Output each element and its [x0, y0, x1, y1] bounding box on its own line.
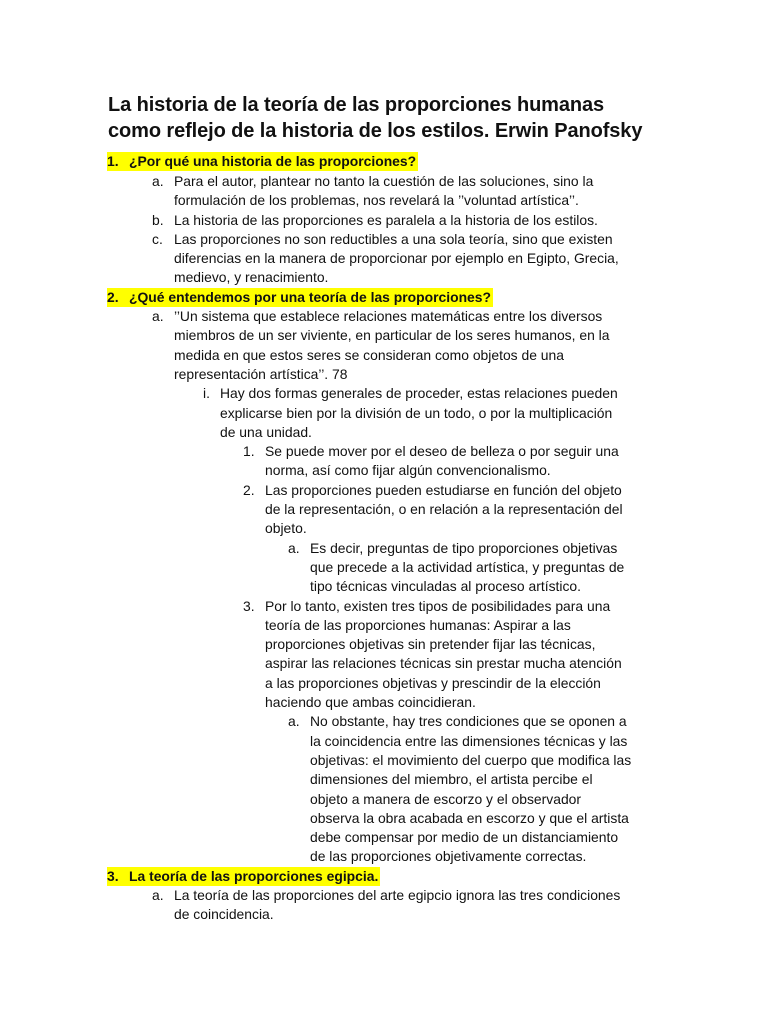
list-marker: 1. — [243, 443, 255, 460]
text-line: miembros de un ser viviente, en particular de los seres humanos, en la — [174, 327, 610, 344]
list-item — [265, 442, 619, 481]
heading-number: 1. — [107, 153, 119, 169]
text-line: medida en que estos seres se consideran como objetos de una — [174, 346, 564, 363]
list-marker: 2. — [243, 481, 255, 498]
text-line: tipo técnicas vinculadas al proceso artístico. — [310, 578, 582, 595]
text-line: La historia de las proporciones es paralela a la historia de los estilos. — [174, 211, 598, 228]
text-line: norma, así como fijar algún convencionalismo. — [265, 462, 551, 479]
text-line: Para el autor, plantear no tanto la cuestión de las soluciones, sino la — [174, 173, 594, 189]
text-line: medievo, y renacimiento. — [174, 269, 329, 286]
text-line: representación artística’’. 78 — [174, 365, 348, 382]
text-line: a las proporciones objetivas y prescindir de la elección — [265, 674, 601, 691]
document-title — [108, 92, 748, 144]
list-marker: 3. — [243, 597, 255, 614]
text-line: debe compensar por medio de un distanciamiento — [310, 829, 619, 846]
text-line: de una unidad. — [220, 423, 312, 440]
text-line: Hay dos formas generales de proceder, estas relaciones pueden — [220, 385, 618, 402]
text-line: Es decir, preguntas de tipo proporciones objetivas — [310, 539, 618, 556]
section-heading — [107, 867, 380, 886]
list-item — [310, 539, 624, 597]
text-line: la coincidencia entre las dimensiones técnicas y las — [310, 732, 628, 749]
text-line: objeto a manera de escorzo y el observador — [310, 790, 582, 807]
list-item — [265, 597, 622, 713]
text-line: objetivas: el movimiento del cuerpo que modifica las — [310, 751, 632, 768]
text-line: Las proporciones no son reductibles a una sola teoría, sino que existen — [174, 230, 613, 247]
heading-text: La teoría de las proporciones egipcia. — [129, 867, 379, 884]
heading-number: 3. — [107, 867, 119, 884]
list-marker: a. — [288, 713, 300, 730]
text-line: de coincidencia. — [174, 906, 274, 923]
text-line: de las proporciones objetivamente correctas. — [310, 848, 587, 865]
title-line: como reflejo de la historia de los estilos. Erwin Panofsky — [108, 120, 643, 142]
text-line: proporciones objetivas sin pretender fijar las técnicas, — [265, 636, 596, 653]
list-item — [265, 481, 623, 539]
text-line: de la representación, o en relación a la representación del — [265, 501, 623, 518]
list-item — [174, 886, 620, 925]
text-line: Las proporciones pueden estudiarse en función del objeto — [265, 481, 622, 498]
heading-text: ¿Por qué una historia de las proporciones? — [129, 153, 417, 169]
text-line: dimensiones del miembro, el artista percibe el — [310, 771, 593, 788]
highlighted-heading — [107, 152, 418, 171]
list-marker: a. — [152, 173, 164, 189]
text-line: objeto. — [265, 520, 307, 537]
highlighted-heading — [107, 288, 493, 307]
list-item — [174, 172, 593, 211]
text-line: No obstante, hay tres condiciones que se oponen a — [310, 713, 627, 730]
text-line: ’’Un sistema que establece relaciones matemáticas entre los diversos — [174, 308, 603, 325]
list-item — [174, 211, 598, 230]
text-line: formulación de los problemas, nos revelará la ’’voluntad artística’’. — [174, 192, 579, 209]
text-line: diferencias en la manera de proporcionar por ejemplo en Egipto, Grecia, — [174, 250, 619, 267]
list-item — [174, 230, 619, 288]
highlighted-heading — [107, 867, 380, 886]
list-marker: a. — [152, 308, 164, 325]
list-marker: c. — [152, 230, 163, 247]
list-marker: b. — [152, 211, 164, 228]
text-line: que precede a la actividad artística, y preguntas de — [310, 558, 625, 575]
heading-number: 2. — [107, 288, 119, 305]
title-line: La historia de la teoría de las proporciones humanas — [108, 94, 605, 116]
text-line: teoría de las proporciones humanas: Aspirar a las — [265, 616, 571, 633]
section-heading — [107, 288, 493, 307]
text-line: Por lo tanto, existen tres tipos de posibilidades para una — [265, 597, 611, 614]
text-line: aspirar las relaciones técnicas sin prestar mucha atención — [265, 655, 622, 672]
list-marker: a. — [152, 887, 164, 904]
list-item — [220, 384, 618, 442]
heading-text: ¿Qué entendemos por una teoría de las proporciones? — [129, 288, 491, 305]
text-line: haciendo que ambas coincidieran. — [265, 694, 476, 711]
text-line: La teoría de las proporciones del arte egipcio ignora las tres condiciones — [174, 887, 621, 904]
text-line: explicarse bien por la división de un todo, o por la multiplicación — [220, 404, 613, 421]
list-item — [174, 307, 609, 384]
list-marker: i. — [203, 385, 210, 402]
list-item — [310, 712, 631, 866]
section-heading — [107, 152, 418, 171]
text-line: Se puede mover por el deseo de belleza o por seguir una — [265, 443, 619, 460]
text-line: observa la obra acabada en escorzo y que el artista — [310, 809, 629, 826]
list-marker: a. — [288, 539, 300, 556]
